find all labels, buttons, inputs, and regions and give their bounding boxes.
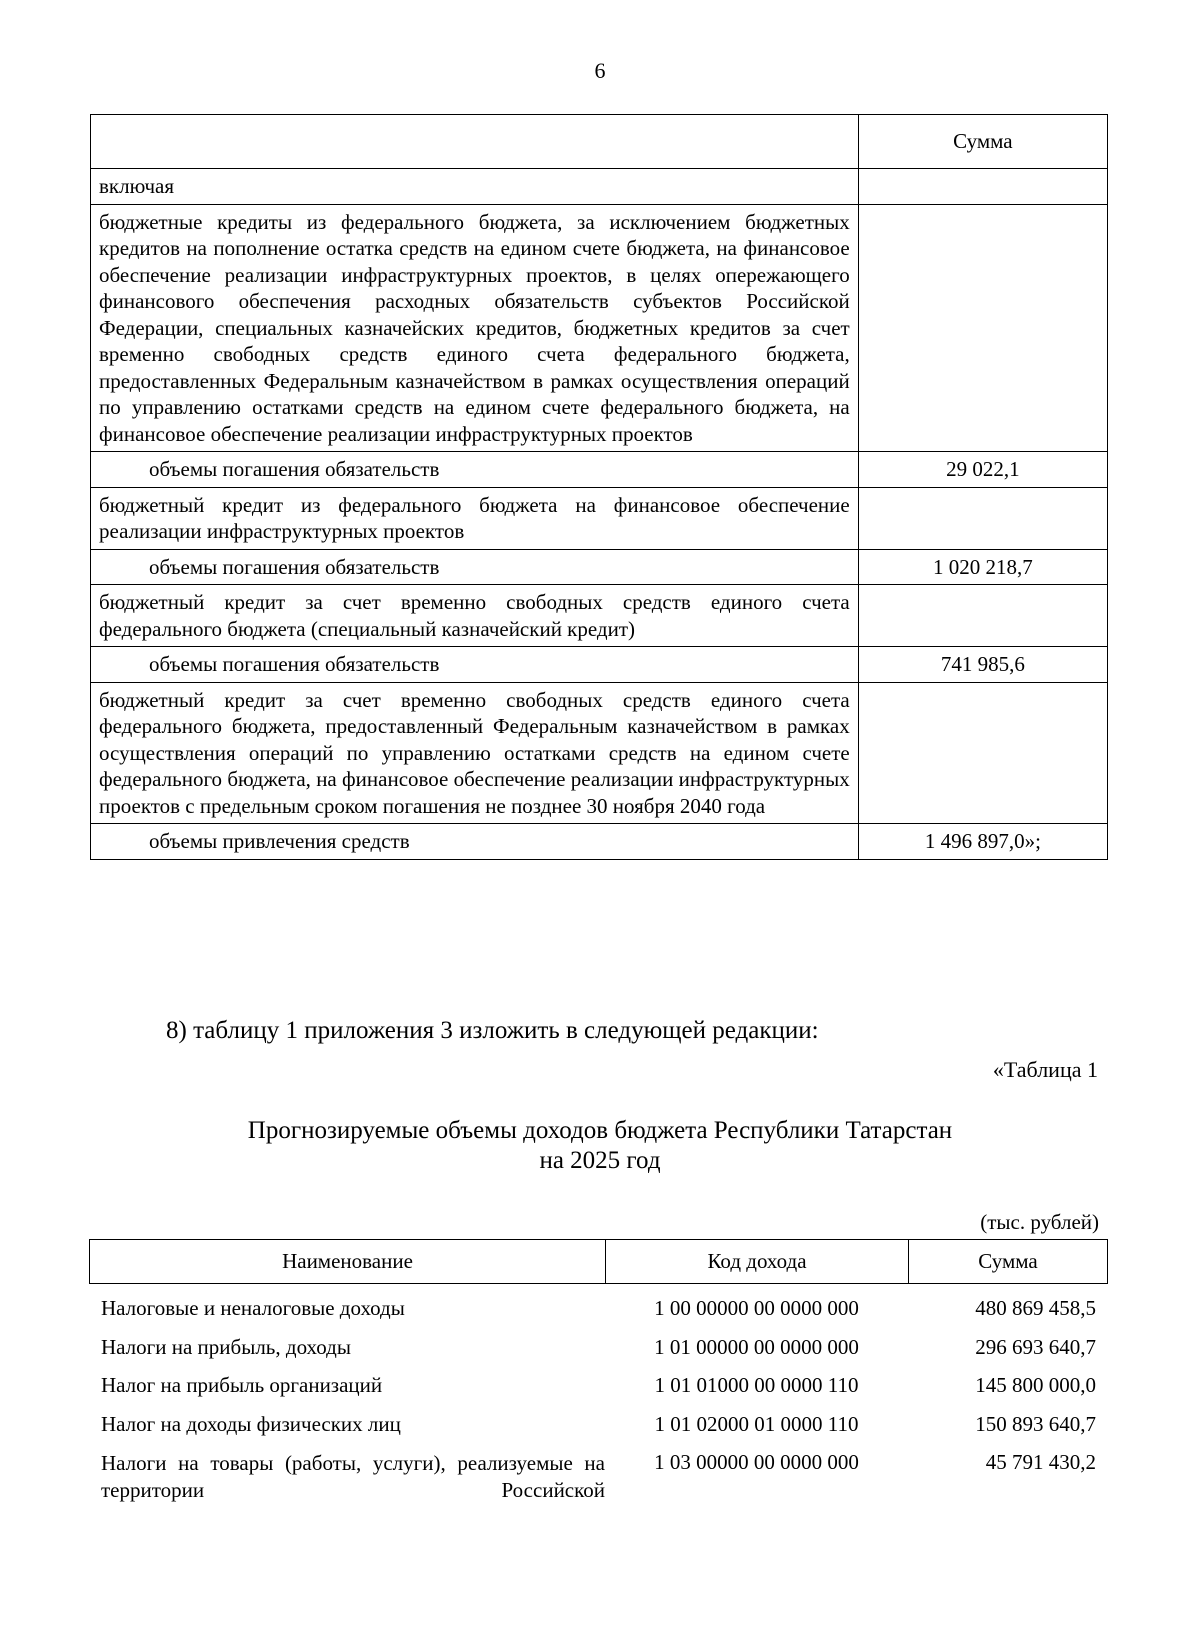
table-row	[89, 1335, 1108, 1374]
income-code: 1 01 01000 00 0000 110	[654, 1373, 859, 1397]
page-number: 6	[594, 58, 606, 83]
income-amount: 296 693 640,7	[975, 1334, 1096, 1359]
table-row	[91, 452, 1108, 488]
table-row	[91, 487, 1108, 549]
credits-table	[90, 114, 1108, 860]
income-name: Налоги на прибыль, доходы	[101, 1334, 351, 1359]
table-row	[89, 1412, 1108, 1451]
row-desc: бюджетный кредит за счет временно свободных средств единого счета федерального бюджета, предоставленный Федеральным казначейством в рамках осуществления операций по управлению остатками средств на едином счете федерального бюджета, на финансовое обеспечение реализации инфраструктурных проектов с предельным сроком погашения не позднее 30 ноября 2040 года	[91, 682, 859, 824]
row-sum	[858, 682, 1107, 824]
row-sum	[858, 487, 1107, 549]
header-desc-cell	[91, 115, 859, 169]
table-row	[89, 1296, 1108, 1335]
row-desc: бюджетный кредит из федерального бюджета на финансовое обеспечение реализации инфраструктурных проектов	[91, 487, 859, 549]
income-name: Налог на прибыль организаций	[101, 1373, 383, 1397]
income-code: 1 01 02000 01 0000 110	[654, 1411, 859, 1436]
table-row	[91, 585, 1108, 647]
table-row	[91, 169, 1108, 205]
row-desc: объемы погашения обязательств	[91, 647, 859, 683]
clause-text: 8) таблицу 1 приложения 3 изложить в следующей редакции:	[166, 1017, 819, 1044]
row-desc: объемы погашения обязательств	[91, 452, 859, 488]
row-desc: объемы погашения обязательств	[91, 549, 859, 585]
title-line-1: Прогнозируемые объемы доходов бюджета Республики Татарстан	[247, 1117, 953, 1144]
header-name: Наименование	[90, 1240, 606, 1283]
unit-label: (тыс. рублей)	[980, 1210, 1099, 1234]
income-name: Налоговые и неналоговые доходы	[101, 1296, 405, 1320]
row-desc: объемы привлечения средств	[91, 824, 859, 860]
income-code: 1 00 00000 00 0000 000	[654, 1296, 859, 1320]
row-desc: бюджетные кредиты из федерального бюджета, за исключением бюджетных кредитов на пополнение остатка средств на едином счете бюджета, на финансовое обеспечение реализации инфраструктурных проектов, в целях опережающего финансового обеспечения расходных обязательств субъектов Российской Федерации, специальных казначейских кредитов, бюджетных кредитов за счет временно свободных средств единого счета федерального бюджета, предоставленных Федеральным казначейством в рамках осуществления операций по управлению остатками средств на едином счете федерального бюджета, на финансовое обеспечение реализации инфраструктурных проектов	[91, 204, 859, 452]
table-row	[89, 1450, 1108, 1504]
row-sum	[858, 169, 1107, 205]
income-amount: 45 791 430,2	[985, 1450, 1096, 1474]
income-amount: 150 893 640,7	[975, 1411, 1096, 1436]
income-table-body	[89, 1296, 1108, 1504]
row-sum: 1 496 897,0»;	[858, 824, 1107, 860]
row-sum: 1 020 218,7	[858, 549, 1107, 585]
table-row	[91, 549, 1108, 585]
income-amount: 480 869 458,5	[975, 1296, 1096, 1320]
income-code: 1 01 00000 00 0000 000	[654, 1334, 859, 1359]
row-desc: бюджетный кредит за счет временно свободных средств единого счета федерального бюджета (специальный казначейский кредит)	[91, 585, 859, 647]
header-amount: Сумма	[978, 1249, 1038, 1273]
row-desc: включая	[91, 169, 859, 205]
income-amount: 145 800 000,0	[975, 1373, 1096, 1397]
row-sum: 29 022,1	[858, 452, 1107, 488]
table-row	[89, 1373, 1108, 1412]
income-name: Налог на доходы физических лиц	[101, 1411, 401, 1436]
table-row	[91, 647, 1108, 683]
income-table-header	[89, 1239, 1108, 1284]
income-code: 1 03 00000 00 0000 000	[654, 1450, 859, 1474]
title-line-2: на 2025 год	[539, 1147, 661, 1174]
table-row	[91, 682, 1108, 824]
row-sum	[858, 204, 1107, 452]
header-code: Код дохода	[606, 1240, 909, 1283]
table-header-row	[91, 115, 1108, 169]
table-row	[91, 204, 1108, 452]
page-title	[0, 1116, 1200, 1176]
table-row	[91, 824, 1108, 860]
income-name: Налоги на товары (работы, услуги), реализуемые на территории Российской	[101, 1451, 605, 1502]
table-label: «Таблица 1	[992, 1057, 1098, 1082]
row-sum	[858, 585, 1107, 647]
header-sum-cell: Сумма	[858, 115, 1107, 169]
row-sum: 741 985,6	[858, 647, 1107, 683]
